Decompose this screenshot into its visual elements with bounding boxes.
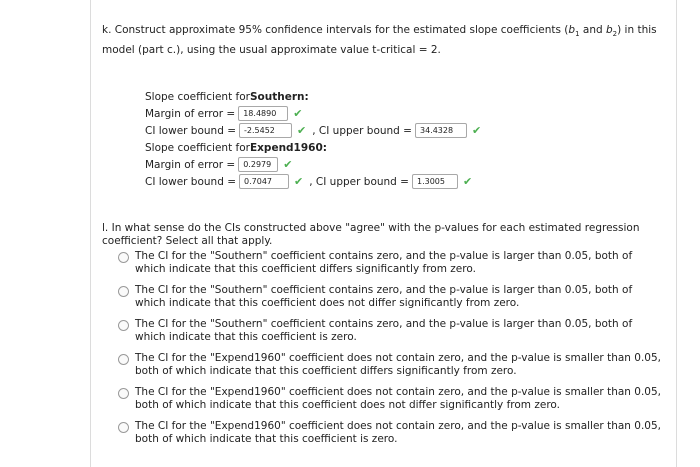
b1-subscript: 1 bbox=[575, 30, 580, 39]
radio-button[interactable] bbox=[118, 388, 129, 399]
expend-upper-label: , CI upper bound = bbox=[309, 175, 409, 188]
option-label: The CI for the "Southern" coefficient contains zero, and the p-value is larger than 0.05, both of which indicate that this coefficient differs significantly from zero. bbox=[135, 250, 633, 275]
southern-moe-row bbox=[145, 105, 487, 122]
check-icon: ✔ bbox=[471, 123, 482, 137]
question-k-prefix: k. Construct approximate 95% confidence intervals for the estimated slope coefficients ( bbox=[102, 24, 569, 36]
answer-options bbox=[118, 250, 666, 454]
expend-moe-label: Margin of error = bbox=[145, 158, 236, 171]
southern-moe-label: Margin of error = bbox=[145, 107, 236, 120]
radio-button[interactable] bbox=[118, 252, 129, 263]
check-icon: ✔ bbox=[462, 174, 473, 188]
southern-upper-label: , CI upper bound = bbox=[312, 124, 412, 137]
southern-heading bbox=[145, 88, 487, 105]
expend-bounds-row bbox=[145, 173, 487, 190]
expend-upper-field[interactable]: 1.3005 bbox=[412, 174, 458, 189]
check-icon: ✔ bbox=[294, 174, 304, 188]
check-icon: ✔ bbox=[283, 157, 293, 171]
expend-lower-field[interactable]: 0.7047 bbox=[239, 174, 289, 189]
question-k bbox=[102, 22, 662, 58]
southern-lower-field[interactable]: -2.5452 bbox=[239, 123, 292, 138]
check-icon: ✔ bbox=[297, 123, 307, 137]
expend-heading-bold: Expend1960: bbox=[249, 141, 327, 154]
radio-button[interactable] bbox=[118, 320, 129, 331]
radio-button[interactable] bbox=[118, 286, 129, 297]
b2-subscript: 2 bbox=[612, 30, 618, 39]
southern-upper-field[interactable]: 34.4328 bbox=[415, 123, 467, 138]
option-southern-differs[interactable] bbox=[118, 250, 666, 276]
option-expend-is-zero[interactable] bbox=[118, 420, 666, 446]
option-southern-not-differ[interactable] bbox=[118, 284, 666, 310]
option-label: The CI for the "Expend1960" coefficient does not contain zero, and the p-value is smaller than 0.05, both of which indicate that this coefficient does not differ significantly from zero. bbox=[135, 386, 661, 411]
option-label: The CI for the "Southern" coefficient contains zero, and the p-value is larger than 0.05, both of which indicate that this coefficient is zero. bbox=[135, 318, 633, 343]
southern-lower-label: CI lower bound = bbox=[145, 124, 237, 137]
check-icon: ✔ bbox=[293, 106, 303, 120]
expend-lower-label: CI lower bound = bbox=[145, 175, 237, 188]
option-expend-not-differ[interactable] bbox=[118, 386, 666, 412]
expend-moe-field[interactable]: 0.2979 bbox=[238, 157, 278, 172]
question-k-suffix: ) in this model (part c.), using the usual approximate value t-critical = 2. bbox=[102, 24, 657, 57]
option-expend-differs[interactable] bbox=[118, 352, 666, 378]
option-southern-is-zero[interactable] bbox=[118, 318, 666, 344]
b1-symbol: b bbox=[568, 24, 576, 36]
question-l: l. In what sense do the CIs constructed above "agree" with the p-values for each estimated regression coefficient? Select all that apply. bbox=[102, 222, 640, 247]
option-label: The CI for the "Southern" coefficient contains zero, and the p-value is larger than 0.05, both of which indicate that this coefficient does not differ significantly from zero. bbox=[135, 284, 633, 309]
ci-block bbox=[145, 88, 487, 190]
expend-moe-row bbox=[145, 156, 487, 173]
expend-heading bbox=[145, 139, 487, 156]
southern-moe-field[interactable]: 18.4890 bbox=[238, 106, 288, 121]
southern-bounds-row bbox=[145, 122, 487, 139]
question-k-and: and bbox=[579, 24, 606, 36]
b2-symbol: b bbox=[605, 24, 613, 36]
radio-button[interactable] bbox=[118, 354, 129, 365]
southern-heading-bold: Southern: bbox=[249, 90, 309, 103]
option-label: The CI for the "Expend1960" coefficient does not contain zero, and the p-value is smaller than 0.05, both of which indicate that this coefficient differs significantly from zero. bbox=[135, 352, 661, 377]
option-label: The CI for the "Expend1960" coefficient does not contain zero, and the p-value is smaller than 0.05, both of which indicate that this coefficient is zero. bbox=[135, 420, 661, 445]
expend-heading-prefix: Slope coefficient for bbox=[145, 141, 250, 154]
radio-button[interactable] bbox=[118, 422, 129, 433]
southern-heading-prefix: Slope coefficient for bbox=[145, 90, 250, 103]
